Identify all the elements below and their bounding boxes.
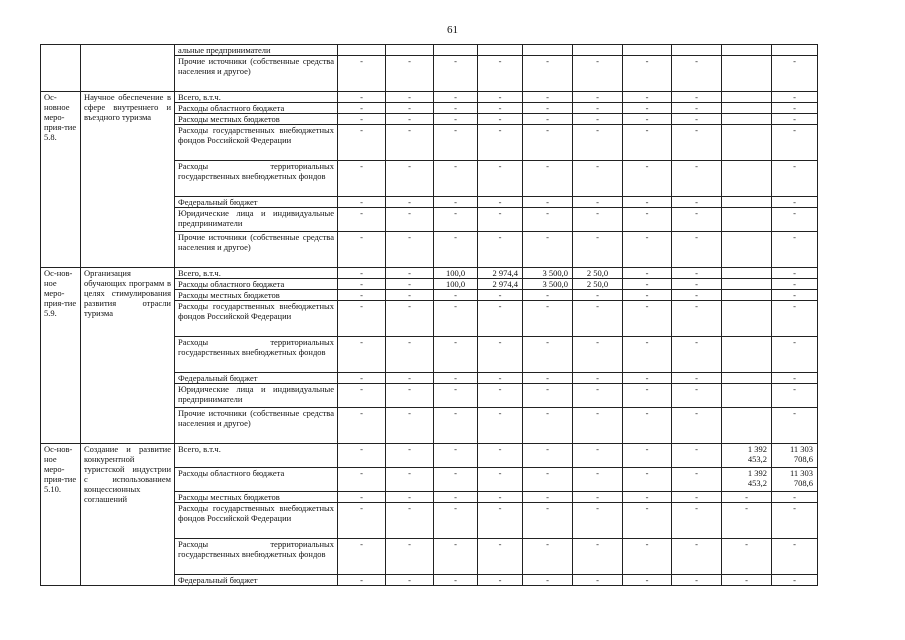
funding-source-cell: Прочие источники (собственные средства населения и другое) [175,56,338,92]
value-cell: - [523,384,573,408]
value-cell: - [623,125,672,161]
value-cell: - [478,575,523,586]
value-cell: - [772,232,818,268]
value-cell: - [523,539,573,575]
value-cell: 3 500,0 [523,279,573,290]
value-cell [722,268,772,279]
value-cell: - [722,575,772,586]
value-cell: 100,0 [434,268,478,279]
value-cell: - [772,208,818,232]
value-cell: - [623,539,672,575]
funding-source-cell: Расходы территориальных государственных внебюджетных фондов [175,161,338,197]
value-cell: - [478,56,523,92]
value-cell: 11 303 708,6 [772,444,818,468]
value-cell: - [672,408,722,444]
value-cell: - [672,444,722,468]
value-cell: - [672,161,722,197]
funding-source-cell: Федеральный бюджет [175,575,338,586]
value-cell: - [623,208,672,232]
value-cell: 3 500,0 [523,268,573,279]
value-cell: - [434,575,478,586]
funding-source-cell: Прочие источники (собственные средства населения и другое) [175,408,338,444]
value-cell: - [672,208,722,232]
value-cell: - [434,492,478,503]
funding-source-cell: Расходы государственных внебюджетных фондов Российской Федерации [175,301,338,337]
description-cell: Научное обеспечение в сфере внутреннего и въездного туризма [81,92,175,268]
measure-cell [41,45,81,92]
table-row [41,45,874,56]
value-cell [623,45,672,56]
value-cell: - [523,161,573,197]
funding-source-cell: Расходы местных бюджетов [175,114,338,125]
value-cell: - [478,103,523,114]
funding-source-cell: Федеральный бюджет [175,197,338,208]
value-cell: - [672,56,722,92]
value-cell: - [386,103,434,114]
value-cell: - [623,468,672,492]
value-cell: - [623,373,672,384]
value-cell: - [523,468,573,492]
value-cell: - [523,103,573,114]
value-cell: - [672,125,722,161]
value-cell [722,279,772,290]
value-cell [722,384,772,408]
value-cell: - [478,444,523,468]
value-cell: - [623,114,672,125]
value-cell [772,45,818,56]
value-cell: - [523,373,573,384]
value-cell: - [434,408,478,444]
value-cell [338,45,386,56]
value-cell [434,45,478,56]
value-cell: - [573,444,623,468]
value-cell: - [623,492,672,503]
funding-source-cell: Всего, в.т.ч. [175,444,338,468]
value-cell: - [434,56,478,92]
value-cell: - [672,337,722,373]
funding-source-cell: Юридические лица и индивидуальные предприниматели [175,384,338,408]
value-cell: - [573,539,623,575]
funding-source-cell: Прочие источники (собственные средства населения и другое) [175,232,338,268]
measure-cell: Ос-нов-ное меро-прия-тие 5.10. [41,444,81,586]
value-cell: - [573,208,623,232]
value-cell: - [434,290,478,301]
value-cell: - [623,444,672,468]
value-cell [573,45,623,56]
funding-source-cell: Расходы областного бюджета [175,279,338,290]
value-cell: - [386,279,434,290]
value-cell: - [573,197,623,208]
value-cell: - [386,539,434,575]
value-cell: - [772,290,818,301]
value-cell: - [623,232,672,268]
value-cell: - [523,125,573,161]
value-cell: - [434,384,478,408]
value-cell: - [623,161,672,197]
value-cell: - [478,197,523,208]
value-cell: - [573,56,623,92]
value-cell: - [478,208,523,232]
value-cell: - [772,103,818,114]
value-cell: - [386,92,434,103]
value-cell: - [478,161,523,197]
value-cell: - [338,337,386,373]
funding-source-cell: Расходы областного бюджета [175,468,338,492]
value-cell: - [573,290,623,301]
value-cell [478,45,523,56]
value-cell: - [623,92,672,103]
value-cell: - [772,408,818,444]
funding-source-cell: Расходы местных бюджетов [175,492,338,503]
value-cell: - [573,373,623,384]
value-cell: - [672,197,722,208]
value-cell: - [386,290,434,301]
value-cell: - [623,197,672,208]
value-cell [722,408,772,444]
value-cell: - [573,492,623,503]
funding-source-cell: Расходы областного бюджета [175,103,338,114]
value-cell: - [338,103,386,114]
value-cell: - [772,575,818,586]
value-cell: - [434,503,478,539]
value-cell: - [772,384,818,408]
value-cell: - [338,444,386,468]
value-cell: - [478,301,523,337]
value-cell [722,125,772,161]
value-cell: - [672,468,722,492]
value-cell: - [672,575,722,586]
value-cell: - [523,114,573,125]
value-cell: - [434,232,478,268]
description-cell: Организация обучающих программ в целях стимулирования развития отрасли туризма [81,268,175,444]
funding-source-cell: Расходы территориальных государственных внебюджетных фондов [175,539,338,575]
value-cell: - [523,208,573,232]
value-cell: - [573,103,623,114]
value-cell: - [434,301,478,337]
value-cell: - [672,492,722,503]
value-cell [722,337,772,373]
funding-source-cell: альные предприниматели [175,45,338,56]
value-cell: - [338,197,386,208]
value-cell: - [573,337,623,373]
value-cell: - [338,492,386,503]
value-cell [722,92,772,103]
value-cell [722,232,772,268]
value-cell [722,301,772,337]
value-cell: - [672,268,722,279]
value-cell: - [338,503,386,539]
value-cell: - [772,373,818,384]
value-cell: - [386,384,434,408]
value-cell: - [772,161,818,197]
value-cell: - [772,114,818,125]
page-number: 61 [447,24,458,36]
value-cell: - [478,503,523,539]
value-cell: - [386,114,434,125]
value-cell: - [772,125,818,161]
value-cell: - [386,161,434,197]
value-cell: - [386,56,434,92]
value-cell: - [434,468,478,492]
value-cell: - [386,337,434,373]
value-cell: - [478,384,523,408]
table-row [41,92,874,103]
value-cell: - [523,503,573,539]
value-cell: - [434,197,478,208]
value-cell: - [722,539,772,575]
value-cell: - [523,408,573,444]
value-cell [722,161,772,197]
value-cell: 2 974,4 [478,279,523,290]
value-cell: - [772,279,818,290]
value-cell: - [672,279,722,290]
value-cell: - [523,92,573,103]
value-cell: - [386,503,434,539]
value-cell: - [573,503,623,539]
value-cell: - [623,408,672,444]
value-cell: - [386,208,434,232]
value-cell: - [623,103,672,114]
value-cell: - [722,503,772,539]
value-cell: - [478,114,523,125]
value-cell: - [434,92,478,103]
value-cell: - [772,301,818,337]
value-cell: - [386,301,434,337]
value-cell: - [772,268,818,279]
funding-source-cell: Расходы местных бюджетов [175,290,338,301]
value-cell: - [523,337,573,373]
funding-source-cell: Всего, в.т.ч. [175,92,338,103]
value-cell: - [386,468,434,492]
value-cell: - [523,301,573,337]
value-cell [672,45,722,56]
value-cell: - [386,408,434,444]
value-cell: - [672,301,722,337]
value-cell: - [478,468,523,492]
value-cell: - [434,103,478,114]
value-cell: - [672,384,722,408]
value-cell: - [772,337,818,373]
value-cell: - [772,539,818,575]
funding-source-cell: Всего, в.т.ч. [175,268,338,279]
value-cell: - [573,575,623,586]
value-cell: - [478,492,523,503]
value-cell: - [573,408,623,444]
value-cell: - [672,539,722,575]
value-cell: - [478,337,523,373]
measure-cell: Ос-новное меро-прия-тие 5.8. [41,92,81,268]
value-cell: - [672,92,722,103]
value-cell: - [672,503,722,539]
value-cell: 11 303 708,6 [772,468,818,492]
value-cell: - [772,56,818,92]
value-cell: - [434,337,478,373]
value-cell: - [623,337,672,373]
value-cell: - [772,503,818,539]
value-cell: - [772,492,818,503]
value-cell: - [523,492,573,503]
value-cell: - [478,232,523,268]
value-cell: - [523,56,573,92]
value-cell: - [434,539,478,575]
value-cell: - [386,232,434,268]
value-cell: - [434,444,478,468]
funding-source-cell: Федеральный бюджет [175,373,338,384]
value-cell: - [338,208,386,232]
value-cell: 2 50,0 [573,268,623,279]
value-cell: - [434,125,478,161]
value-cell: - [672,232,722,268]
value-cell [386,45,434,56]
value-cell: - [478,408,523,444]
value-cell: - [573,468,623,492]
value-cell [722,45,772,56]
value-cell: - [478,92,523,103]
value-cell: - [478,125,523,161]
value-cell: - [523,290,573,301]
value-cell: - [672,290,722,301]
value-cell: 1 392 453,2 [722,468,772,492]
value-cell: - [573,232,623,268]
funding-source-cell: Расходы государственных внебюджетных фондов Российской Федерации [175,125,338,161]
value-cell: - [338,268,386,279]
value-cell: - [386,492,434,503]
value-cell: - [338,279,386,290]
value-cell: - [338,301,386,337]
value-cell: - [478,290,523,301]
value-cell: - [338,290,386,301]
value-cell: - [338,373,386,384]
value-cell: - [386,197,434,208]
value-cell: - [338,575,386,586]
table-row [41,444,874,468]
description-cell [81,45,175,92]
value-cell [722,373,772,384]
value-cell: - [623,56,672,92]
value-cell: - [672,373,722,384]
value-cell: - [386,444,434,468]
value-cell: - [386,125,434,161]
value-cell [722,208,772,232]
value-cell [722,290,772,301]
value-cell [722,56,772,92]
value-cell: 2 50,0 [573,279,623,290]
value-cell: - [338,539,386,575]
value-cell: - [338,161,386,197]
value-cell: - [672,103,722,114]
value-cell: 2 974,4 [478,268,523,279]
value-cell: - [434,161,478,197]
table-row [41,268,874,279]
value-cell: - [573,301,623,337]
value-cell [722,114,772,125]
value-cell: - [573,125,623,161]
funding-table [40,44,874,586]
value-cell: - [386,373,434,384]
funding-source-cell: Расходы территориальных государственных внебюджетных фондов [175,337,338,373]
value-cell: - [573,384,623,408]
table-body [41,45,874,586]
value-cell: - [523,575,573,586]
value-cell: - [338,408,386,444]
value-cell: - [623,268,672,279]
value-cell: - [722,492,772,503]
value-cell: - [338,125,386,161]
value-cell: - [434,373,478,384]
value-cell: - [523,232,573,268]
value-cell: - [523,197,573,208]
value-cell: - [338,114,386,125]
value-cell: - [772,197,818,208]
value-cell: - [573,114,623,125]
value-cell: - [623,575,672,586]
value-cell: - [338,92,386,103]
value-cell: - [338,232,386,268]
value-cell: - [573,92,623,103]
value-cell [722,103,772,114]
value-cell: - [338,468,386,492]
value-cell: 100,0 [434,279,478,290]
value-cell: - [478,373,523,384]
value-cell: - [623,384,672,408]
value-cell: - [672,114,722,125]
value-cell: - [623,290,672,301]
value-cell: - [338,384,386,408]
value-cell: - [623,279,672,290]
value-cell: - [523,444,573,468]
value-cell: - [478,539,523,575]
measure-cell: Ос-нов-ное меро-прия-тие 5.9. [41,268,81,444]
value-cell: - [772,92,818,103]
value-cell: - [386,575,434,586]
value-cell: - [623,503,672,539]
value-cell: - [434,208,478,232]
description-cell: Создание и развитие конкурентной туристской индустрии с использованием концессионных соглашений [81,444,175,586]
value-cell [523,45,573,56]
value-cell: - [623,301,672,337]
value-cell: - [573,161,623,197]
value-cell: 1 392 453,2 [722,444,772,468]
funding-source-cell: Юридические лица и индивидуальные предприниматели [175,208,338,232]
funding-source-cell: Расходы государственных внебюджетных фондов Российской Федерации [175,503,338,539]
value-cell: - [434,114,478,125]
value-cell: - [338,56,386,92]
value-cell: - [386,268,434,279]
value-cell [722,197,772,208]
